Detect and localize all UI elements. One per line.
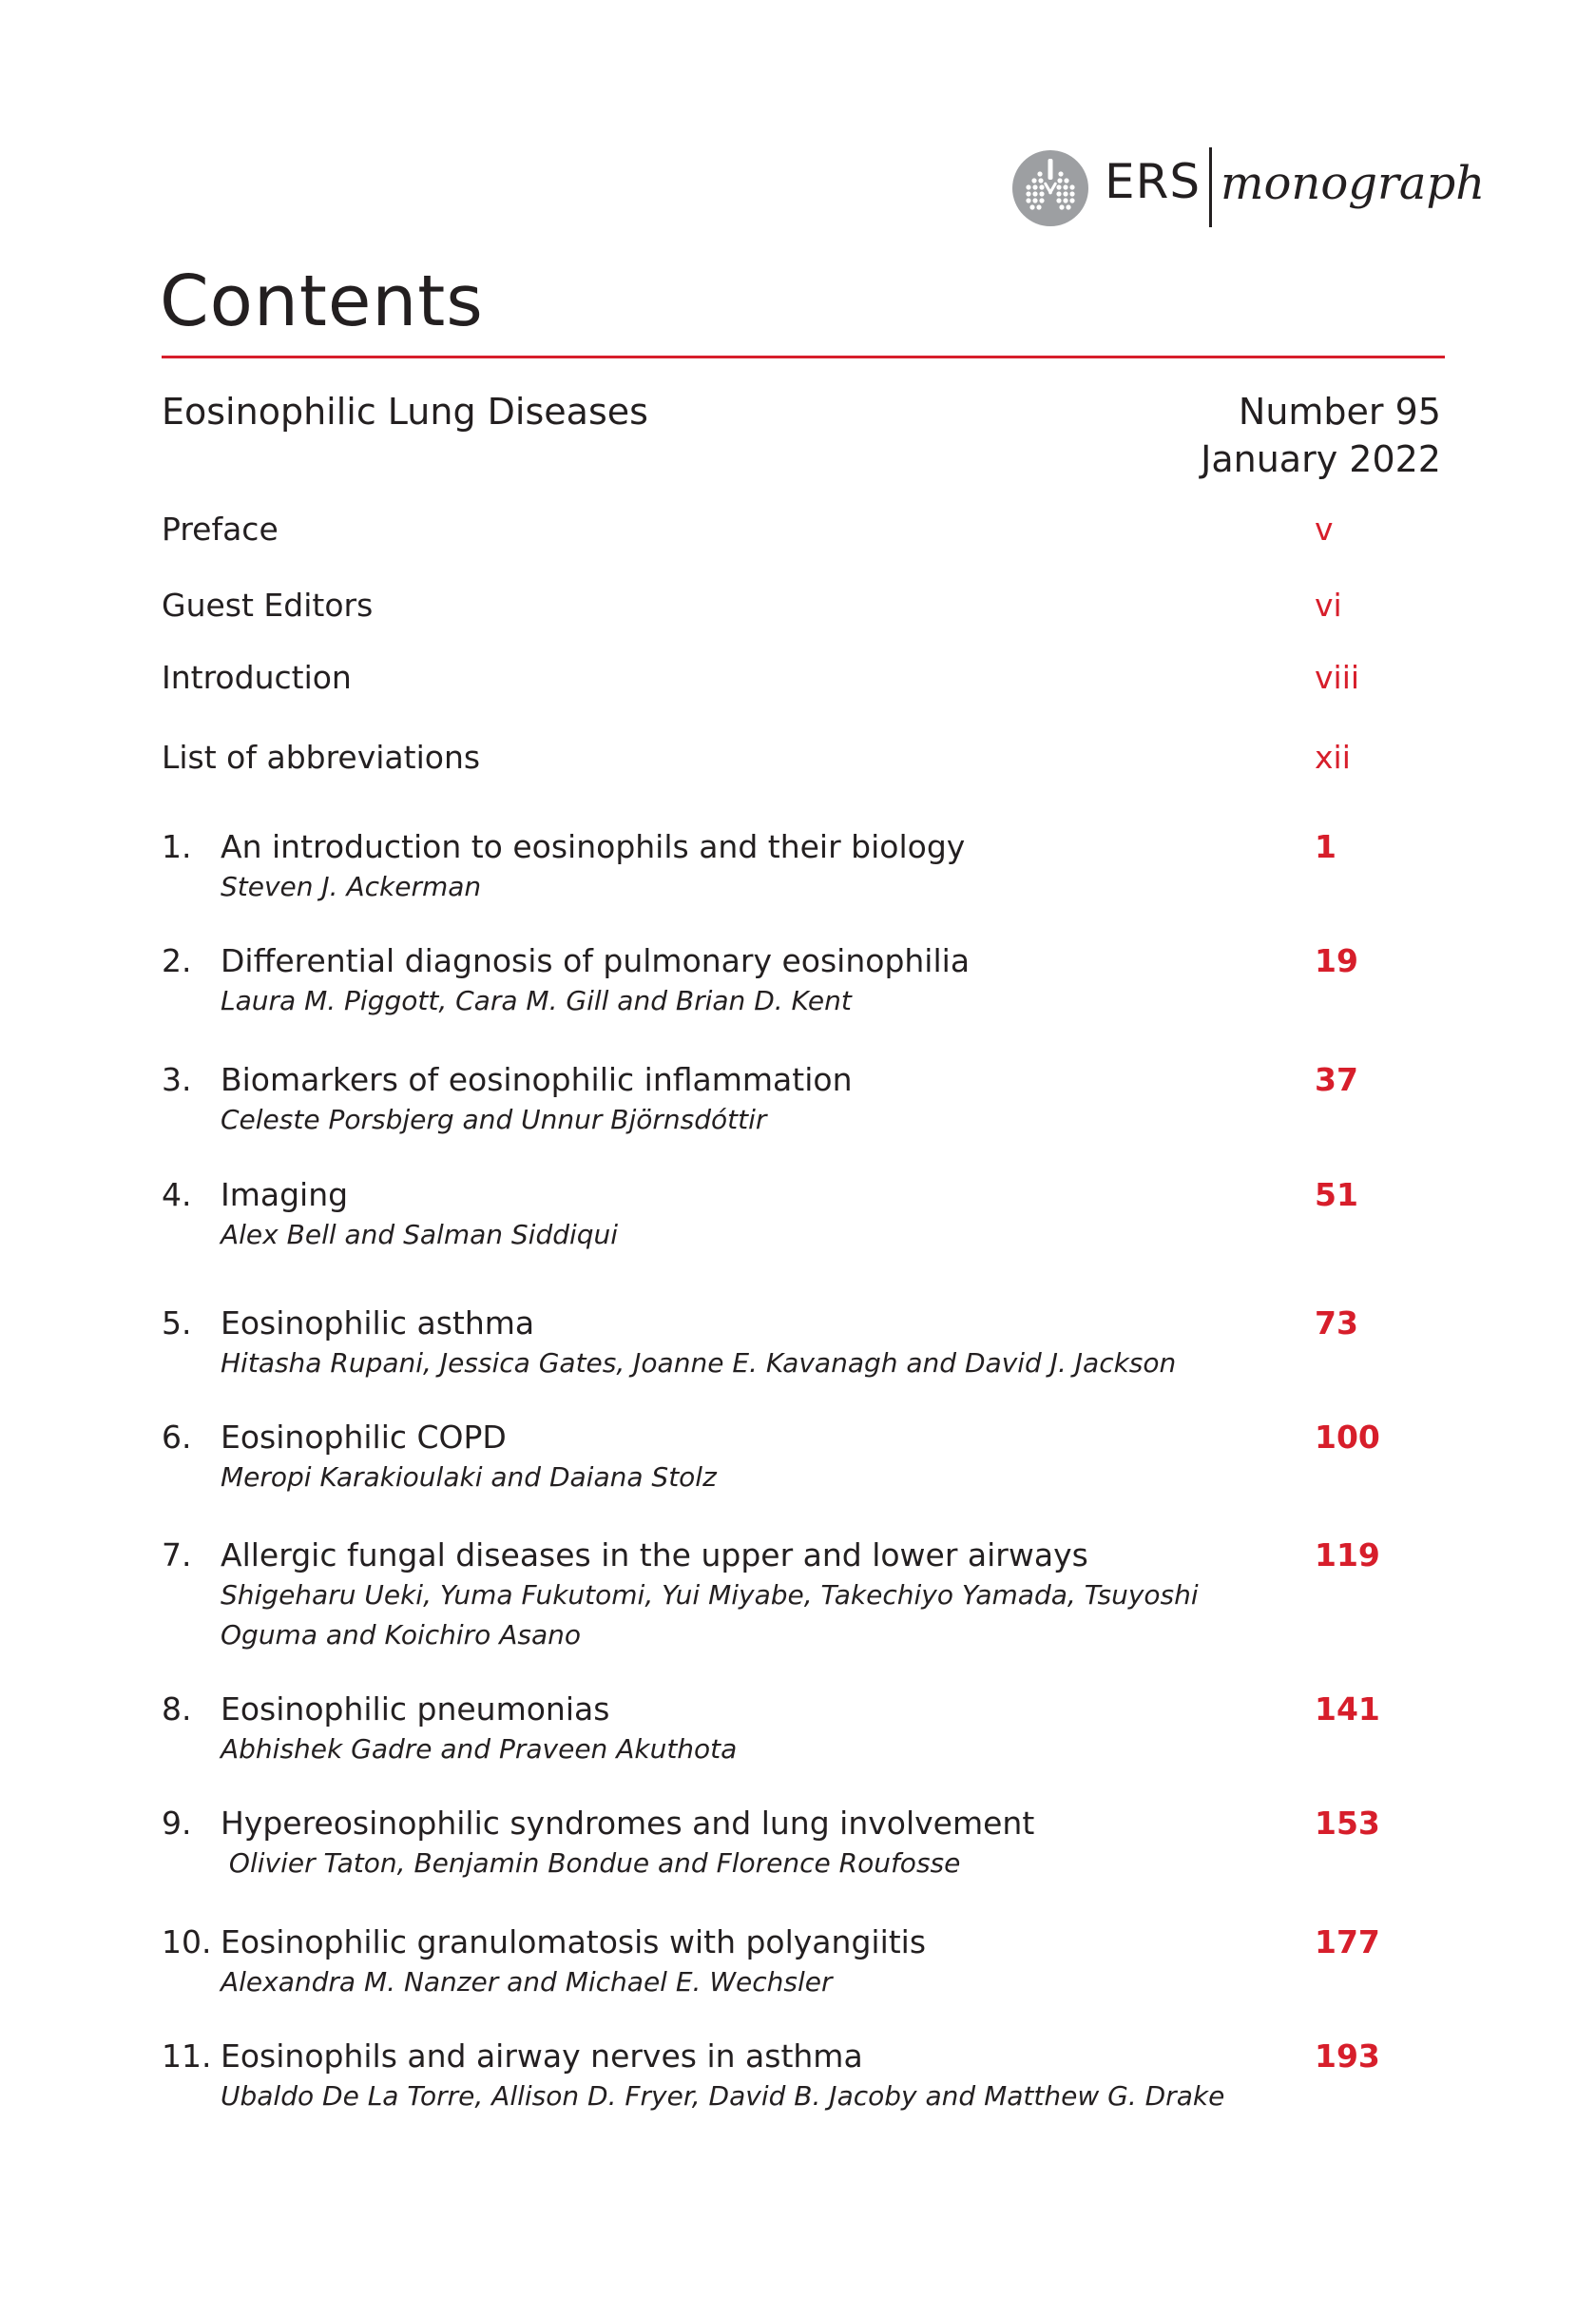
- logo-monograph-text: monograph: [1221, 157, 1486, 210]
- chapter-authors: Alex Bell and Salman Siddiqui: [221, 1219, 619, 1250]
- chapter-authors: Steven J. Ackerman: [221, 871, 482, 902]
- chapter-authors: Shigeharu Ueki, Yuma Fukutomi, Yui Miyabe, Takechiyo Yamada, Tsuyoshi Oguma and Koichiro Asano: [221, 1579, 1199, 1651]
- front-matter-preface[interactable]: [162, 508, 1445, 555]
- front-matter-introduction[interactable]: [162, 656, 1445, 704]
- front-matter-page: viii: [1315, 659, 1360, 696]
- front-matter-abbreviations[interactable]: [162, 736, 1445, 783]
- chapter-authors: Celeste Porsbjerg and Unnur Björnsdóttir: [221, 1104, 767, 1135]
- issue-date: January 2022: [1201, 438, 1441, 480]
- chapter-number: 5.: [162, 1304, 192, 1342]
- chapter-authors: Hitasha Rupani, Jessica Gates, Joanne E. Kavanagh and David J. Jackson: [221, 1347, 1177, 1379]
- chapter-title: Eosinophilic granulomatosis with polyangiitis: [221, 1923, 927, 1960]
- front-matter-label: Preface: [162, 511, 279, 548]
- chapter-page: 19: [1315, 942, 1358, 979]
- logo-divider: [1209, 147, 1212, 227]
- front-matter-page: xii: [1315, 739, 1351, 776]
- front-matter-label: List of abbreviations: [162, 739, 481, 776]
- chapter-page: 119: [1315, 1536, 1380, 1574]
- chapter-page: 100: [1315, 1419, 1380, 1456]
- front-matter-label: Guest Editors: [162, 587, 374, 624]
- chapter-number: 2.: [162, 942, 192, 979]
- front-matter-guest-editors[interactable]: [162, 584, 1445, 631]
- chapter-authors: Laura M. Piggott, Cara M. Gill and Brian D. Kent: [221, 985, 852, 1016]
- chapter-page: 51: [1315, 1176, 1358, 1213]
- chapter-number: 4.: [162, 1176, 192, 1213]
- issue-title: Eosinophilic Lung Diseases: [162, 391, 648, 433]
- chapter-number: 1.: [162, 828, 192, 865]
- chapter-authors: Ubaldo De La Torre, Allison D. Fryer, David B. Jacoby and Matthew G. Drake: [221, 2080, 1225, 2112]
- chapter-title: Eosinophilic COPD: [221, 1419, 507, 1456]
- front-matter-page: v: [1315, 511, 1334, 548]
- chapter-title: Differential diagnosis of pulmonary eosinophilia: [221, 942, 971, 979]
- chapter-title: Eosinophils and airway nerves in asthma: [221, 2037, 863, 2075]
- issue-meta: [1201, 388, 1441, 483]
- chapter-number: 11.: [162, 2037, 212, 2075]
- issue-number: Number 95: [1238, 391, 1441, 433]
- chapter-number: 3.: [162, 1061, 192, 1098]
- chapter-title: An introduction to eosinophils and their biology: [221, 828, 966, 865]
- chapter-page: 193: [1315, 2037, 1380, 2075]
- chapter-title: Hypereosinophilic syndromes and lung involvement: [221, 1805, 1035, 1842]
- front-matter-page: vi: [1315, 587, 1342, 624]
- front-matter-label: Introduction: [162, 659, 352, 696]
- chapter-authors: Abhishek Gadre and Praveen Akuthota: [221, 1733, 738, 1765]
- chapter-page: 1: [1315, 828, 1336, 865]
- chapter-number: 9.: [162, 1805, 192, 1842]
- chapter-title: Biomarkers of eosinophilic inflammation: [221, 1061, 853, 1098]
- chapter-title: Eosinophilic asthma: [221, 1304, 535, 1342]
- ers-monograph-logo: [1011, 147, 1486, 227]
- chapter-authors: Meropi Karakioulaki and Daiana Stolz: [221, 1461, 717, 1493]
- chapter-authors: Olivier Taton, Benjamin Bondue and Florence Roufosse: [221, 1847, 961, 1879]
- chapter-number: 6.: [162, 1419, 192, 1456]
- chapter-number: 10.: [162, 1923, 212, 1960]
- chapter-page: 73: [1315, 1304, 1358, 1342]
- chapter-title: Allergic fungal diseases in the upper and lower airways: [221, 1536, 1088, 1574]
- chapter-title: Imaging: [221, 1176, 349, 1213]
- chapter-page: 153: [1315, 1805, 1380, 1842]
- chapter-title: Eosinophilic pneumonias: [221, 1690, 610, 1728]
- chapter-page: 177: [1315, 1923, 1380, 1960]
- title-divider: [162, 356, 1445, 358]
- chapter-authors: Alexandra M. Nanzer and Michael E. Wechsler: [221, 1966, 833, 1998]
- ers-lung-logo-icon: [1011, 149, 1089, 227]
- chapter-page: 141: [1315, 1690, 1380, 1728]
- chapter-page: 37: [1315, 1061, 1358, 1098]
- chapter-number: 8.: [162, 1690, 192, 1728]
- page-title: Contents: [160, 261, 484, 342]
- logo-ers-text: ERS: [1105, 154, 1202, 209]
- chapter-number: 7.: [162, 1536, 192, 1574]
